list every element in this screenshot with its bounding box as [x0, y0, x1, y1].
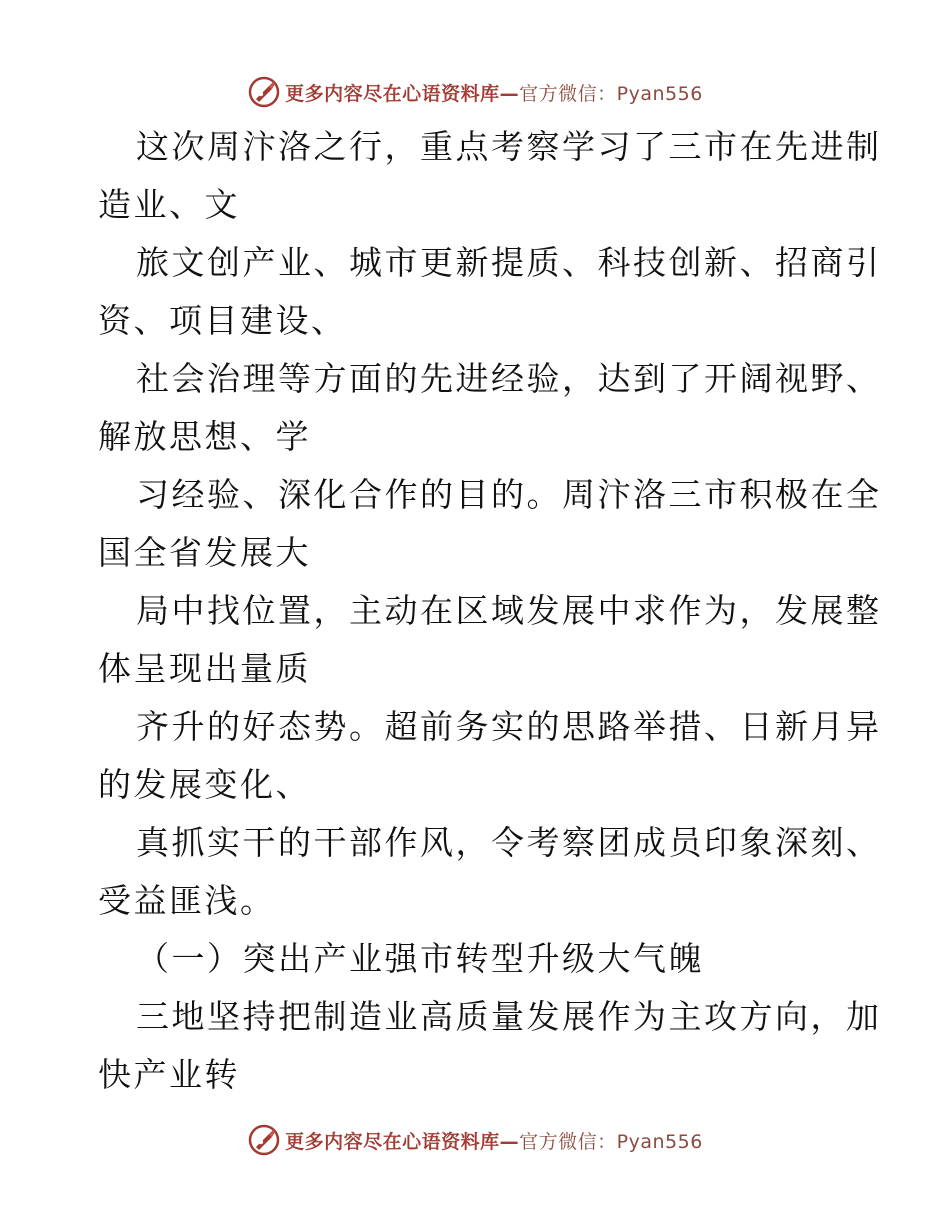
section-heading: （一）突出产业强市转型升级大气魄 [136, 939, 704, 978]
paragraph-line: 解放思想、学 [98, 417, 311, 456]
paragraph-line: 体呈现出量质 [98, 649, 311, 688]
banner-dash: — [499, 82, 520, 105]
banner-brand-text: 更多内容尽在心语资料库 [285, 1130, 500, 1153]
banner-wechat-text: 官方微信：Pyan556 [519, 1130, 703, 1153]
paragraph-line: 齐升的好态势。超前务实的思路举措、日新月异 [136, 707, 882, 746]
banner-brand-text: 更多内容尽在心语资料库 [285, 82, 500, 105]
paragraph-line: 受益匪浅。 [98, 881, 276, 920]
paragraph-line: 社会治理等方面的先进经验，达到了开阔视野、 [136, 359, 882, 398]
paragraph-line: 快产业转 [98, 1055, 240, 1094]
paragraph-line: 三地坚持把制造业高质量发展作为主攻方向，加 [136, 997, 882, 1036]
paragraph-line: 这次周汴洛之行，重点考察学习了三市在先进制 [136, 127, 882, 166]
banner-dash: — [499, 1130, 520, 1153]
header-watermark-banner [0, 72, 950, 112]
paragraph-line: 旅文创产业、城市更新提质、科技创新、招商引 [136, 243, 882, 282]
footer-watermark-banner [0, 1120, 950, 1160]
paragraph-line: 国全省发展大 [98, 533, 311, 572]
pen-logo-icon [247, 1123, 281, 1157]
paragraph-line: 真抓实干的干部作风，令考察团成员印象深刻、 [136, 823, 882, 862]
paragraph-line: 的发展变化、 [98, 765, 311, 804]
paragraph-line: 资、项目建设、 [98, 301, 347, 340]
paragraph-line: 局中找位置，主动在区域发展中求作为，发展整 [136, 591, 882, 630]
document-body [98, 118, 882, 1104]
pen-logo-icon [247, 75, 281, 109]
paragraph-line: 习经验、深化合作的目的。周汴洛三市积极在全 [136, 475, 882, 514]
banner-wechat-text: 官方微信：Pyan556 [519, 82, 703, 105]
paragraph-line: 造业、文 [98, 185, 240, 224]
